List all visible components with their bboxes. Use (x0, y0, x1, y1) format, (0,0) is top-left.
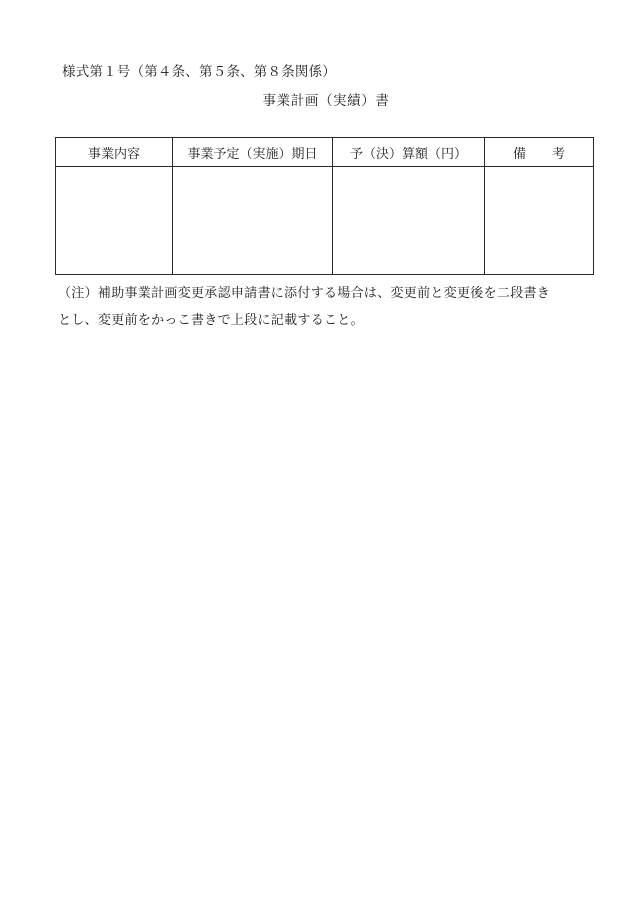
table-header-row (56, 138, 594, 167)
business-plan-table (55, 137, 594, 275)
cell-budget-amount[interactable] (333, 167, 485, 275)
cell-remarks[interactable] (485, 167, 594, 275)
form-number: 様式第１号（第４条、第５条、第８条関係） (62, 64, 336, 80)
footnote-line-1: （注）補助事業計画変更承認申請書に添付する場合は、変更前と変更後を二段書き (58, 286, 551, 301)
footnote (58, 280, 598, 334)
column-header-scheduled-date: 事業予定（実施）期日 (173, 138, 333, 167)
document-title: 事業計画（実績）書 (262, 93, 390, 109)
column-header-business-content: 事業内容 (56, 138, 173, 167)
column-header-remarks: 備 考 (485, 138, 594, 167)
column-header-budget-amount: 予（決）算額（円） (333, 138, 485, 167)
cell-business-content[interactable] (56, 167, 173, 275)
footnote-line-2: とし、変更前をかっこ書きで上段に記載すること。 (58, 313, 364, 328)
table-row (56, 167, 594, 275)
cell-scheduled-date[interactable] (173, 167, 333, 275)
